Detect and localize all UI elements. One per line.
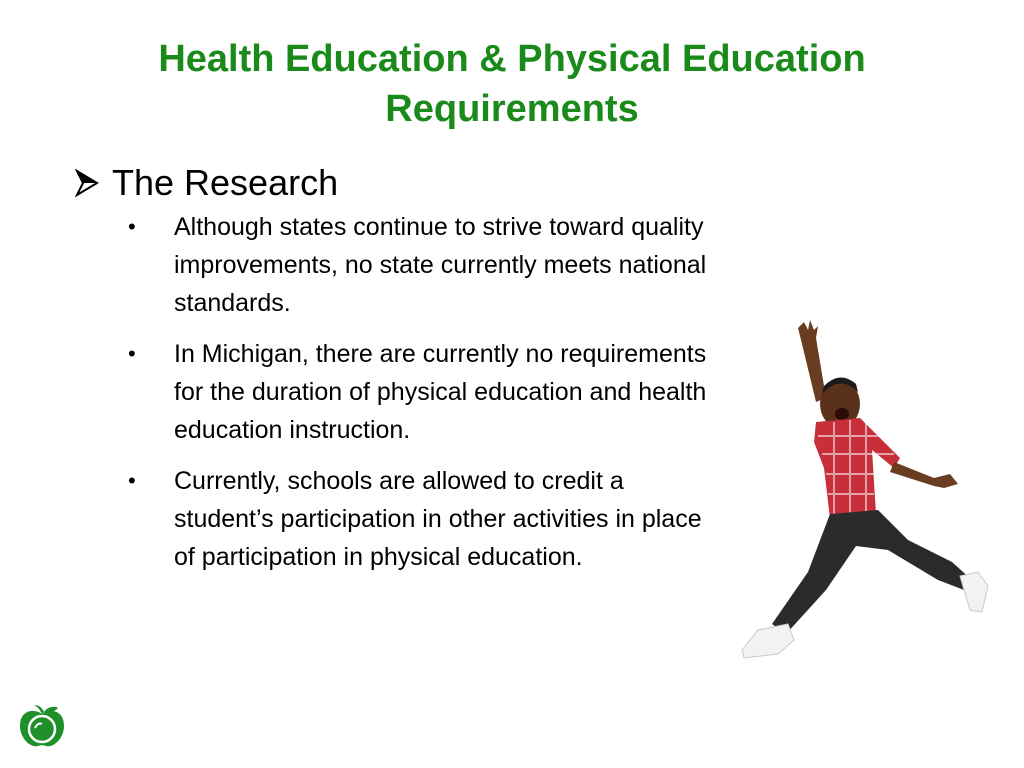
bullet-dot: • bbox=[128, 214, 136, 239]
bullet-text: Although states continue to strive toward quality improvements, no state currently meets national standards. bbox=[174, 213, 707, 317]
section-heading: The Research bbox=[112, 162, 339, 203]
bullet-item bbox=[118, 335, 718, 449]
bullet-item bbox=[118, 462, 718, 576]
arrow-bullet-icon bbox=[74, 169, 100, 197]
bullet-dot: • bbox=[128, 468, 136, 493]
title-line-2: Requirements bbox=[385, 88, 639, 130]
apple-logo-icon bbox=[14, 704, 70, 750]
title-line-1: Health Education & Physical Education bbox=[158, 38, 866, 80]
bullet-item bbox=[118, 208, 718, 322]
bullet-text: In Michigan, there are currently no requirements for the duration of physical education and health education instruction. bbox=[174, 340, 707, 444]
bullet-list bbox=[118, 208, 718, 589]
section-header bbox=[74, 161, 338, 205]
bullet-text: Currently, schools are allowed to credit a student’s participation in other activities in place of participation in physical education. bbox=[174, 467, 702, 571]
bullet-dot: • bbox=[128, 341, 136, 366]
slide-title bbox=[40, 34, 984, 134]
jumping-child-photo bbox=[738, 318, 998, 664]
